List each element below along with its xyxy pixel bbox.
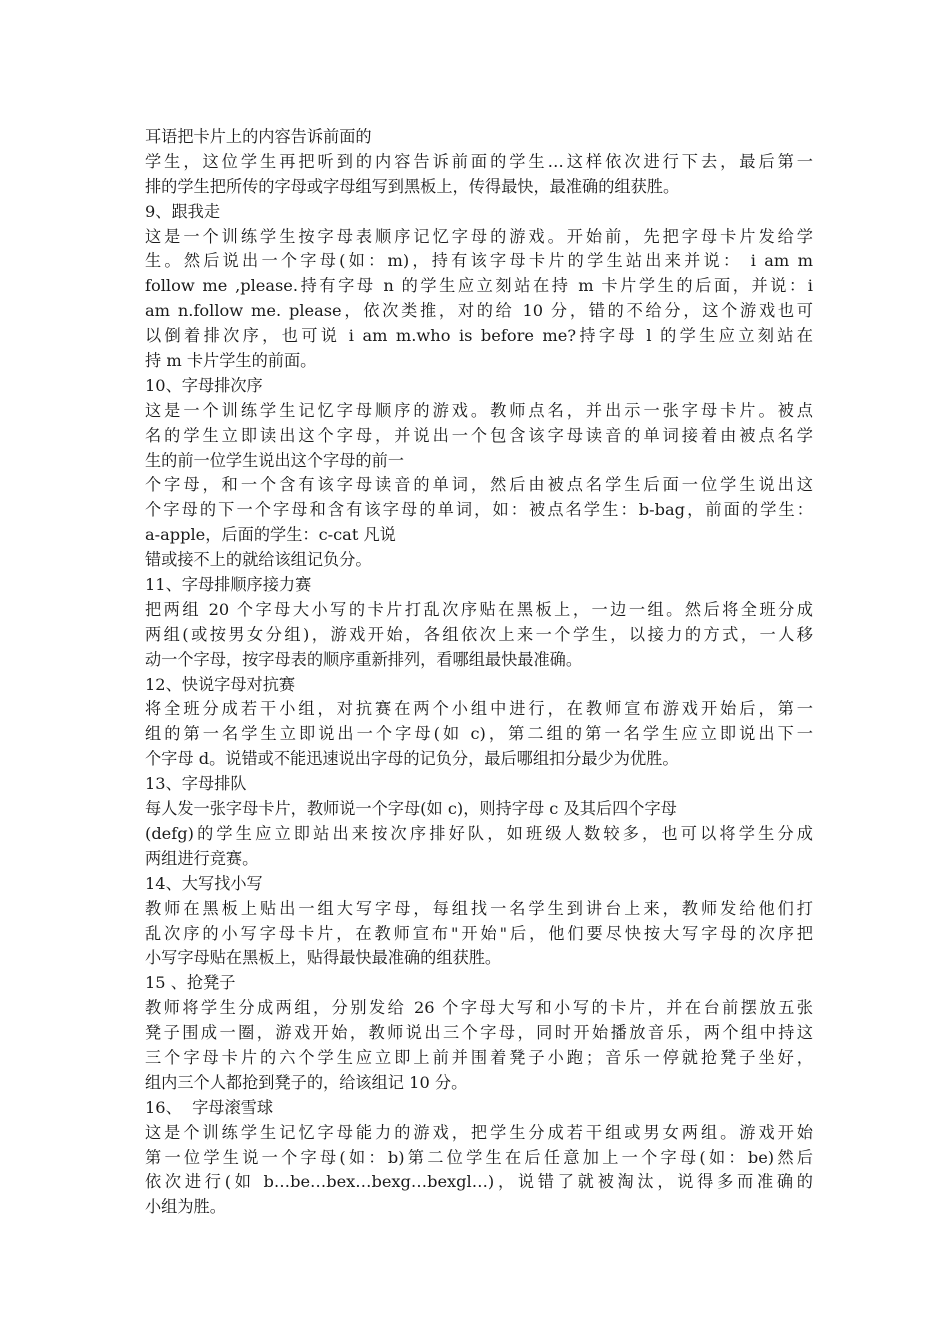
text-line: 将全班分成若干小组，对抗赛在两个小组中进行，在教师宣布游戏开始后，第一 bbox=[145, 699, 813, 719]
text-line: 乱次序的小写字母卡片，在教师宣布"开始"后，他们要尽快按大写字母的次序把 bbox=[145, 923, 813, 943]
text-line: 小组为胜。 bbox=[145, 1197, 226, 1217]
document-body bbox=[145, 125, 813, 1220]
text-line: 两组(或按男女分组)，游戏开始，各组依次上来一个学生，以接力的方式，一人移 bbox=[145, 624, 813, 644]
text-line: 排的学生把所传的字母或字母组写到黑板上，传得最快，最准确的组获胜。 bbox=[145, 176, 680, 196]
text-line: a-apple，后面的学生：c-cat 凡说 bbox=[145, 525, 396, 545]
text-line: 这是一个训练学生记忆字母顺序的游戏。教师点名，并出示一张字母卡片。被点 bbox=[145, 400, 813, 420]
section-heading: 11、字母排顺序接力赛 bbox=[145, 575, 312, 595]
text-line: 错或接不上的就给该组记负分。 bbox=[145, 550, 372, 570]
text-line: 名的学生立即读出这个字母，并说出一个包含该字母读音的单词接着由被点名学 bbox=[145, 425, 813, 445]
text-line: 小写字母贴在黑板上，贴得最快最准确的组获胜。 bbox=[145, 948, 502, 968]
text-line: 动一个字母，按字母表的顺序重新排列，看哪组最快最准确。 bbox=[145, 649, 583, 669]
text-line: 生。然后说出一个字母(如：m)，持有该字母卡片的学生站出来并说： i am m bbox=[145, 251, 813, 271]
section-heading: 13、字母排队 bbox=[145, 774, 247, 794]
text-line: 依次进行(如 b…be…bex…bexg…bexgl…)，说错了就被淘汰，说得多而准确的 bbox=[145, 1172, 813, 1192]
text-line: 持 m 卡片学生的前面。 bbox=[145, 351, 317, 371]
section-heading: 12、快说字母对抗赛 bbox=[145, 674, 296, 694]
text-line: 三个字母卡片的六个学生应立即上前并围着凳子小跑；音乐一停就抢凳子坐好， bbox=[145, 1047, 813, 1067]
section-heading: 9、跟我走 bbox=[145, 201, 221, 221]
text-line: follow me ,please.持有字母 n 的学生应立刻站在持 m 卡片学生的后面，并说：i bbox=[145, 276, 813, 296]
text-line: 这是一个训练学生按字母表顺序记忆字母的游戏。开始前，先把字母卡片发给学 bbox=[145, 226, 813, 246]
text-line: 组内三个人都抢到凳子的，给该组记 10 分。 bbox=[145, 1072, 468, 1092]
text-line: 凳子围成一圈，游戏开始，教师说出三个字母，同时开始播放音乐，两个组中持这 bbox=[145, 1023, 813, 1043]
text-line: 教师将学生分成两组，分别发给 26 个字母大写和小写的卡片，并在台前摆放五张 bbox=[145, 998, 813, 1018]
text-line: 以倒着排次序，也可说 i am m.who is before me?持字母 l 的学生应立刻站在 bbox=[145, 326, 813, 346]
text-line: 个字母 d。说错或不能迅速说出字母的记负分，最后哪组扣分最少为优胜。 bbox=[145, 749, 679, 769]
text-line: (defg)的学生应立即站出来按次序排好队，如班级人数较多，也可以将学生分成 bbox=[145, 823, 813, 843]
text-line: am n.follow me. please，依次类推，对的给 10 分，错的不给分，这个游戏也可 bbox=[145, 301, 813, 321]
text-line: 耳语把卡片上的内容告诉前面的 bbox=[145, 127, 372, 146]
text-line: 教师在黑板上贴出一组大写字母，每组找一名学生到讲台上来，教师发给他们打 bbox=[145, 898, 813, 918]
text-line: 把两组 20 个字母大小写的卡片打乱次序贴在黑板上，一边一组。然后将全班分成 bbox=[145, 599, 813, 619]
text-line: 第一位学生说一个字母(如：b)第二位学生在后任意加上一个字母(如：be)然后 bbox=[145, 1147, 813, 1167]
text-line: 每人发一张字母卡片，教师说一个字母(如 c)，则持字母 c 及其后四个字母 bbox=[145, 799, 677, 819]
text-line: 生的前一位学生说出这个字母的前一 bbox=[145, 450, 404, 470]
section-heading: 10、字母排次序 bbox=[145, 375, 263, 395]
text-line: 个字母的下一个字母和含有该字母的单词，如：被点名学生：b-bag，前面的学生： bbox=[145, 500, 813, 520]
section-heading: 14、大写找小写 bbox=[145, 873, 263, 893]
text-line: 这是个训练学生记忆字母能力的游戏，把学生分成若干组或男女两组。游戏开始 bbox=[145, 1122, 813, 1142]
text-line: 两组进行竞赛。 bbox=[145, 848, 259, 868]
section-heading: 16、 字母滚雪球 bbox=[145, 1097, 274, 1117]
text-line: 组的第一名学生立即说出一个字母(如 c)，第二组的第一名学生应立即说出下一 bbox=[145, 724, 813, 744]
section-heading: 15 、抢凳子 bbox=[145, 973, 236, 993]
text-line: 个字母，和一个含有该字母读音的单词，然后由被点名学生后面一位学生说出这 bbox=[145, 475, 813, 495]
text-line: 学生，这位学生再把听到的内容告诉前面的学生…这样依次进行下去，最后第一 bbox=[145, 151, 813, 171]
